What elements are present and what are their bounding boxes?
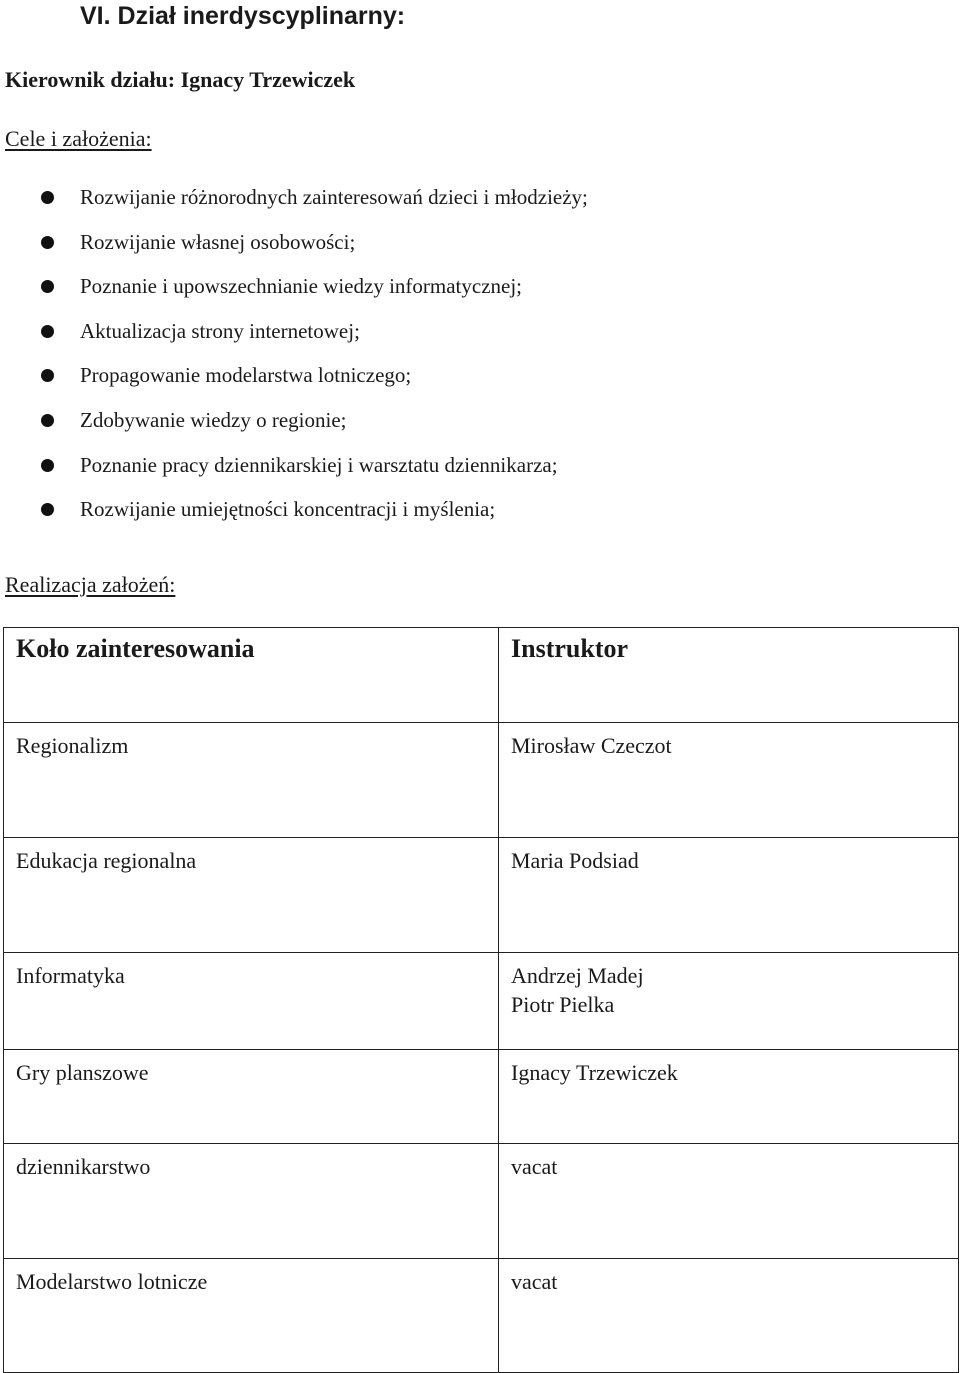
table-row: [4, 1144, 959, 1259]
column-header-circle: Koło zainteresowania: [4, 628, 499, 723]
instructor-name: Piotr Pielka: [511, 992, 615, 1017]
goal-text: Aktualizacja strony internetowej;: [80, 318, 360, 343]
goal-text: Rozwijanie umiejętności koncentracji i myślenia;: [80, 497, 496, 522]
table-header-row: [4, 628, 959, 723]
list-item: [0, 228, 960, 273]
table-row: [4, 953, 959, 1050]
circles-table-container: [3, 627, 958, 1373]
instructor-cell: [499, 953, 959, 1050]
instructor-cell: [499, 838, 959, 953]
realization-heading: Realizacja założeń:: [5, 572, 176, 597]
bullet-icon: [41, 191, 54, 204]
circle-cell: Modelarstwo lotnicze: [4, 1259, 499, 1373]
table-row: [4, 723, 959, 838]
bullet-icon: [41, 414, 54, 427]
instructor-cell: [499, 1259, 959, 1373]
instructor-name: Andrzej Madej: [511, 963, 644, 988]
table-row: [4, 1259, 959, 1373]
circle-cell: Edukacja regionalna: [4, 838, 499, 953]
instructor-name: vacat: [511, 1269, 558, 1294]
instructor-name: vacat: [511, 1154, 558, 1179]
circle-cell: Informatyka: [4, 953, 499, 1050]
goal-text: Zdobywanie wiedzy o regionie;: [80, 407, 347, 432]
circle-cell: Regionalizm: [4, 723, 499, 838]
bullet-icon: [41, 236, 54, 249]
goal-text: Rozwijanie własnej osobowości;: [80, 229, 356, 254]
column-header-instructor: Instruktor: [499, 628, 959, 723]
bullet-icon: [41, 503, 54, 516]
list-item: [0, 272, 960, 317]
department-manager: Kierownik działu: Ignacy Trzewiczek: [5, 67, 356, 92]
bullet-icon: [41, 459, 54, 472]
instructor-name: Ignacy Trzewiczek: [511, 1060, 678, 1085]
instructor-cell: [499, 1144, 959, 1259]
goal-text: Rozwijanie różnorodnych zainteresowań dzieci i młodzieży;: [80, 185, 588, 209]
circles-table: [3, 627, 959, 1373]
table-row: [4, 838, 959, 953]
goal-text: Poznanie i upowszechnianie wiedzy informatycznej;: [80, 274, 523, 299]
circle-cell: Gry planszowe: [4, 1050, 499, 1144]
list-item: [0, 183, 960, 228]
goals-heading: Cele i założenia:: [5, 126, 152, 151]
list-item: [0, 495, 960, 540]
goal-text: Poznanie pracy dziennikarskiej i warsztatu dziennikarza;: [80, 452, 558, 477]
table-row: [4, 1050, 959, 1144]
goal-text: Propagowanie modelarstwa lotniczego;: [80, 363, 412, 388]
bullet-icon: [41, 325, 54, 338]
page-title: VI. Dział inerdyscyplinarny:: [80, 2, 406, 30]
goals-list: [0, 183, 960, 540]
instructor-name: Maria Podsiad: [511, 848, 639, 873]
bullet-icon: [41, 369, 54, 382]
list-item: [0, 406, 960, 451]
bullet-icon: [41, 280, 54, 293]
instructor-cell: [499, 723, 959, 838]
circle-cell: dziennikarstwo: [4, 1144, 499, 1259]
instructor-name: Mirosław Czeczot: [511, 733, 672, 758]
list-item: [0, 451, 960, 496]
instructor-cell: [499, 1050, 959, 1144]
list-item: [0, 317, 960, 362]
list-item: [0, 361, 960, 406]
